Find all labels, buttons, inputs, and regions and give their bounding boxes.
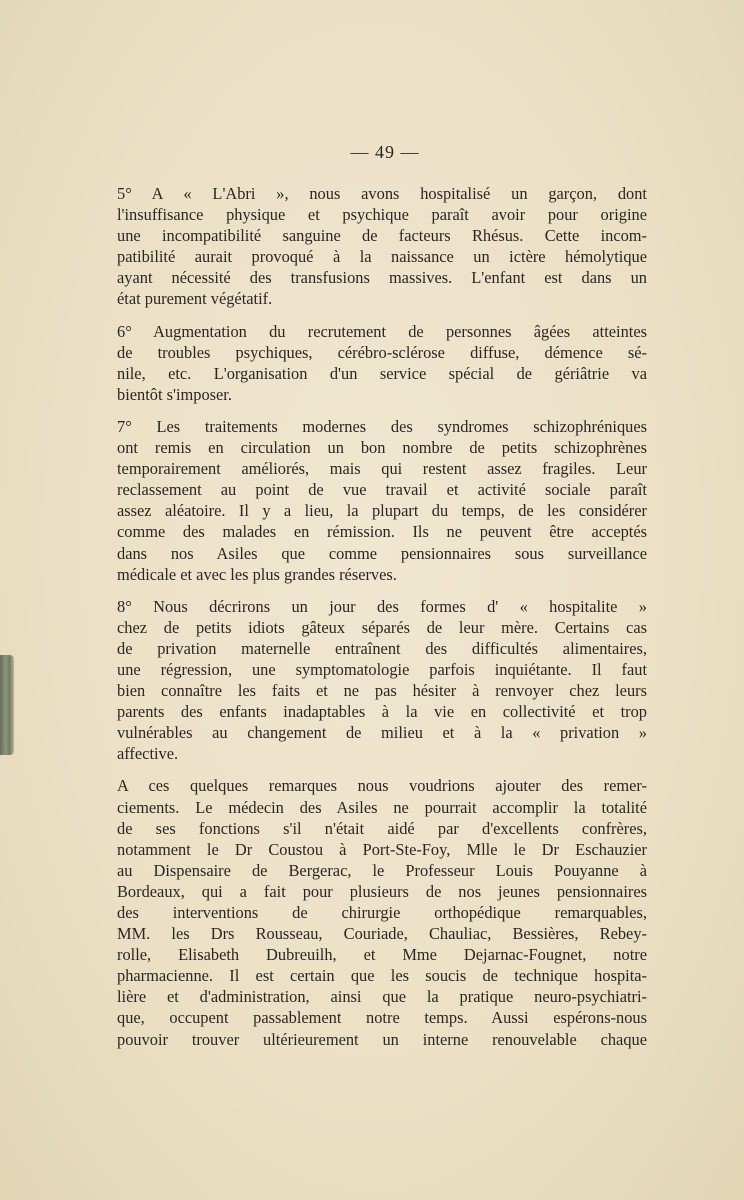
text-line: Bordeaux, qui a fait pour plusieurs de nos jeunes pensionnaires bbox=[117, 881, 647, 901]
text-line: notamment le Dr Coustou à Port-Ste-Foy, Mlle le Dr Eschauzier bbox=[117, 839, 647, 859]
binding-thread bbox=[0, 655, 14, 755]
text-line: A ces quelques remarques nous voudrions ajouter des remer- bbox=[117, 776, 647, 796]
text-line: des interventions de chirurgie orthopédique remarquables, bbox=[117, 903, 647, 922]
text-line: vulnérables au changement de milieu et à la « privation » bbox=[117, 723, 647, 743]
text-line: médicale et avec les plus grandes réserves. bbox=[117, 564, 397, 584]
text-line: lière et d'administration, ainsi que la pratique neuro-psychiatri- bbox=[117, 987, 647, 1007]
text-line: au Dispensaire de Bergerac, le Professeur Louis Pouyanne à bbox=[117, 860, 647, 880]
text-line: ciements. Le médecin des Asiles ne pourrait accomplir la totalité bbox=[117, 797, 647, 817]
text-line: bientôt s'imposer. bbox=[117, 384, 232, 404]
paragraph-7 bbox=[117, 416, 647, 585]
text-line: dans nos Asiles que comme pensionnaires sous surveillance bbox=[117, 543, 647, 563]
body-text bbox=[117, 183, 647, 1050]
text-line: chez de petits idiots gâteux séparés de leur mère. Certains cas bbox=[117, 617, 647, 637]
text-line: pouvoir trouver ultérieurement un interne renouvelable chaque bbox=[117, 1029, 647, 1049]
text-line: ayant nécessité des transfusions massives. L'enfant est dans un bbox=[117, 268, 647, 288]
text-line: temporairement améliorés, mais qui restent assez fragiles. Leur bbox=[117, 459, 647, 479]
paragraph-remerciements bbox=[117, 775, 647, 1049]
text-line: de troubles psychiques, cérébro-sclérose diffuse, démence sé- bbox=[117, 342, 647, 362]
text-line: une régression, une symptomatologie parfois inquiétante. Il faut bbox=[117, 659, 647, 679]
text-line: reclassement au point de vue travail et activité sociale paraît bbox=[117, 480, 647, 500]
text-line: l'insuffisance physique et psychique paraît avoir pour origine bbox=[117, 205, 647, 225]
text-line: de ses fonctions s'il n'était aidé par d'excellents confrères, bbox=[117, 818, 647, 838]
text-line: 6° Augmentation du recrutement de personnes âgées atteintes bbox=[117, 321, 647, 341]
paragraph-6 bbox=[117, 321, 647, 405]
text-line: pharmacienne. Il est certain que les soucis de technique hospita- bbox=[117, 966, 647, 986]
text-line: patibilité aurait provoqué à la naissance un ictère hémolytique bbox=[117, 247, 647, 267]
text-line: une incompatibilité sanguine de facteurs Rhésus. Cette incom- bbox=[117, 226, 647, 246]
text-line: assez aléatoire. Il y a lieu, la plupart du temps, de les considérer bbox=[117, 501, 647, 521]
text-line: 5° A « L'Abri », nous avons hospitalisé un garçon, dont bbox=[117, 184, 647, 203]
text-line: de privation maternelle entraînent des difficultés alimentaires, bbox=[117, 638, 647, 658]
text-line: rolle, Elisabeth Dubreuilh, et Mme Dejarnac-Fougnet, notre bbox=[117, 945, 647, 965]
text-line: 7° Les traitements modernes des syndromes schizophréniques bbox=[117, 416, 647, 436]
text-line: ont remis en circulation un bon nombre de petits schizophrènes bbox=[117, 438, 647, 458]
text-line: que, occupent passablement notre temps. Aussi espérons-nous bbox=[117, 1008, 647, 1028]
paragraph-5 bbox=[117, 183, 647, 310]
text-line: parents des enfants inadaptables à la vie en collectivité et trop bbox=[117, 702, 647, 722]
text-line: nile, etc. L'organisation d'un service spécial de gériâtrie va bbox=[117, 363, 647, 383]
page-number: — 49 — bbox=[350, 142, 420, 162]
text-line: affective. bbox=[117, 744, 179, 764]
text-line: comme des malades en rémission. Ils ne peuvent être acceptés bbox=[117, 522, 647, 542]
paragraph-8 bbox=[117, 596, 647, 765]
text-line: bien connaître les faits et ne pas hésiter à renvoyer chez leurs bbox=[117, 681, 647, 701]
text-line: MM. les Drs Rousseau, Couriade, Chauliac, Bessières, Rebey- bbox=[117, 924, 647, 944]
text-line: 8° Nous décrirons un jour des formes d' « hospitalite » bbox=[117, 596, 647, 616]
text-line: état purement végétatif. bbox=[117, 289, 273, 309]
